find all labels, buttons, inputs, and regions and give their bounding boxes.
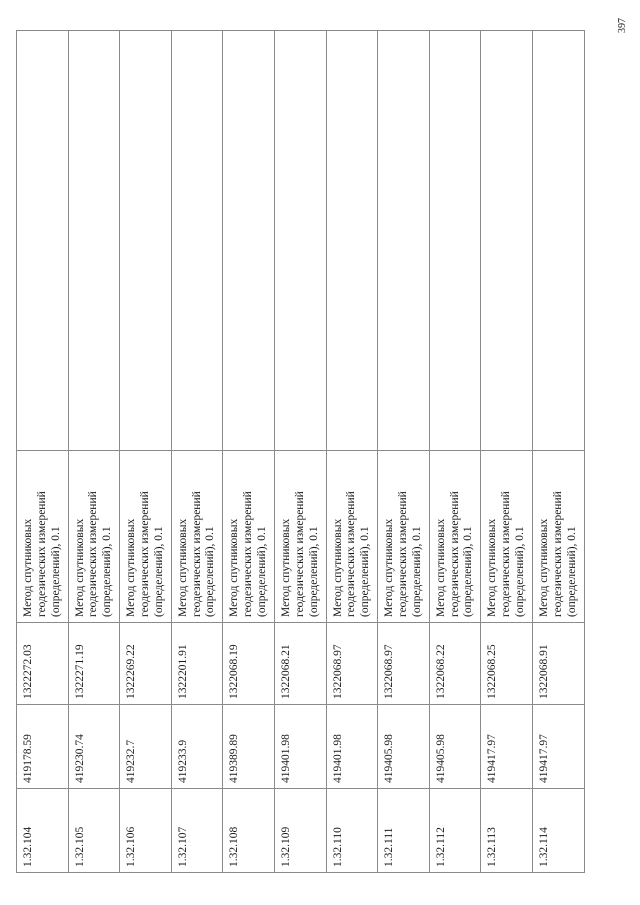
point-number-cell: 1.32.105	[68, 789, 120, 873]
point-number-cell: 1.32.108	[223, 789, 275, 873]
y-coordinate-cell: 1322272.03	[17, 623, 69, 705]
table-row	[532, 31, 584, 873]
method-cell: Метод спутниковых геодезических измерений (определений), 0.1	[378, 451, 430, 623]
page-number: 397	[617, 18, 628, 33]
description-cell	[429, 31, 481, 451]
description-cell	[274, 31, 326, 451]
method-cell: Метод спутниковых геодезических измерений (определений), 0.1	[274, 451, 326, 623]
x-coordinate-cell: 419230.74	[68, 705, 120, 789]
y-coordinate-cell: 1322269.22	[120, 623, 172, 705]
point-number-cell: 1.32.113	[481, 789, 533, 873]
table-row	[429, 31, 481, 873]
description-cell	[481, 31, 533, 451]
method-cell: Метод спутниковых геодезических измерений (определений), 0.1	[68, 451, 120, 623]
description-cell	[532, 31, 584, 451]
table-row	[326, 31, 378, 873]
description-cell	[120, 31, 172, 451]
x-coordinate-cell: 419405.98	[429, 705, 481, 789]
method-cell: Метод спутниковых геодезических измерений (определений), 0.1	[120, 451, 172, 623]
description-cell	[171, 31, 223, 451]
point-number-cell: 1.32.104	[17, 789, 69, 873]
point-number-cell: 1.32.114	[532, 789, 584, 873]
table-row	[171, 31, 223, 873]
x-coordinate-cell: 419417.97	[481, 705, 533, 789]
description-cell	[223, 31, 275, 451]
x-coordinate-cell: 419417.97	[532, 705, 584, 789]
x-coordinate-cell: 419401.98	[326, 705, 378, 789]
y-coordinate-cell: 1322068.97	[378, 623, 430, 705]
method-cell: Метод спутниковых геодезических измерений (определений), 0.1	[326, 451, 378, 623]
point-number-cell: 1.32.107	[171, 789, 223, 873]
table-row	[223, 31, 275, 873]
method-cell: Метод спутниковых геодезических измерений (определений), 0.1	[532, 451, 584, 623]
method-cell: Метод спутниковых геодезических измерений (определений), 0.1	[223, 451, 275, 623]
x-coordinate-cell: 419232.7	[120, 705, 172, 789]
description-cell	[326, 31, 378, 451]
y-coordinate-cell: 1322068.21	[274, 623, 326, 705]
point-number-cell: 1.32.106	[120, 789, 172, 873]
table-row	[17, 31, 69, 873]
coordinates-table	[16, 30, 585, 873]
description-cell	[68, 31, 120, 451]
method-cell: Метод спутниковых геодезических измерений (определений), 0.1	[171, 451, 223, 623]
y-coordinate-cell: 1322271.19	[68, 623, 120, 705]
y-coordinate-cell: 1322068.19	[223, 623, 275, 705]
table-row	[378, 31, 430, 873]
point-number-cell: 1.32.109	[274, 789, 326, 873]
table-row	[274, 31, 326, 873]
x-coordinate-cell: 419178.59	[17, 705, 69, 789]
table-body	[17, 31, 585, 873]
x-coordinate-cell: 419389.89	[223, 705, 275, 789]
y-coordinate-cell: 1322068.25	[481, 623, 533, 705]
point-number-cell: 1.32.111	[378, 789, 430, 873]
y-coordinate-cell: 1322068.97	[326, 623, 378, 705]
y-coordinate-cell: 1322068.91	[532, 623, 584, 705]
method-cell: Метод спутниковых геодезических измерений (определений), 0.1	[429, 451, 481, 623]
x-coordinate-cell: 419405.98	[378, 705, 430, 789]
method-cell: Метод спутниковых геодезических измерений (определений), 0.1	[17, 451, 69, 623]
table-row	[68, 31, 120, 873]
y-coordinate-cell: 1322201.91	[171, 623, 223, 705]
method-cell: Метод спутниковых геодезических измерений (определений), 0.1	[481, 451, 533, 623]
y-coordinate-cell: 1322068.22	[429, 623, 481, 705]
x-coordinate-cell: 419401.98	[274, 705, 326, 789]
point-number-cell: 1.32.112	[429, 789, 481, 873]
table-row	[481, 31, 533, 873]
description-cell	[378, 31, 430, 451]
description-cell	[17, 31, 69, 451]
point-number-cell: 1.32.110	[326, 789, 378, 873]
table-row	[120, 31, 172, 873]
x-coordinate-cell: 419233.9	[171, 705, 223, 789]
